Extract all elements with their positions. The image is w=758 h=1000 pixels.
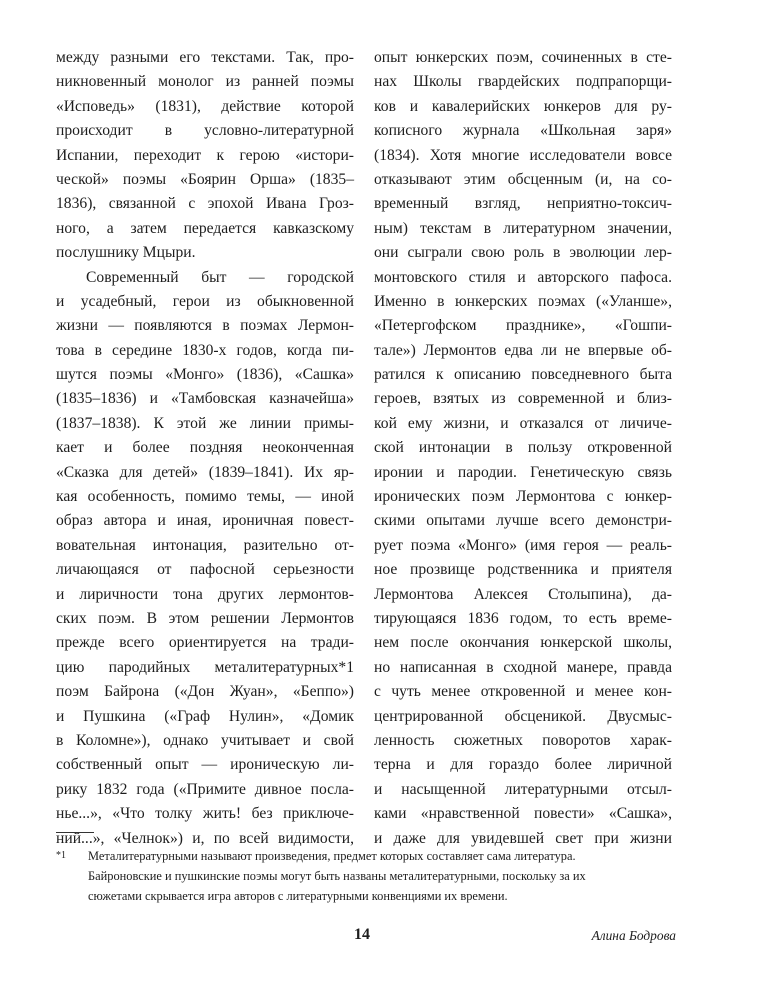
text-line: происходит в условно-литературной — [56, 122, 354, 140]
text-line: ческой» поэмы «Боярин Орша» (1835– — [56, 170, 354, 188]
text-line: ской интонации в пользу откровенной — [374, 439, 672, 457]
text-line: Именно в юнкерских поэмах («Уланше», — [374, 292, 672, 310]
text-line: нье...», «Что толку жить! без приключе- — [56, 805, 354, 823]
text-line: Испании, переходит к герою «истори- — [56, 146, 354, 164]
text-line: ками «нравственной повести» «Сашка», — [374, 805, 672, 823]
footnote-marker: *1 — [56, 850, 66, 861]
text-line: иронии и пародии. Генетическую связь — [374, 463, 672, 481]
text-line: кой ему жизни, и отказался от личиче- — [374, 414, 672, 432]
text-line: вовательная интонация, разительно от- — [56, 536, 354, 554]
text-line: кает и более поздняя неоконченная — [56, 439, 354, 457]
text-line: «Петергофском празднике», «Гошпи- — [374, 317, 672, 335]
page-number: 14 — [354, 926, 370, 943]
text-line: шутся поэмы «Монго» (1836), «Сашка» — [56, 366, 354, 384]
text-line: скими опытами лучше всего демонстри- — [374, 512, 672, 530]
text-line: (1835–1836) и «Тамбовская казначейша» — [56, 390, 354, 408]
right-text-column — [374, 46, 672, 851]
text-line: послушнику Мцыри. — [56, 244, 196, 262]
text-line: тале») Лермонтов едва ли не впервые об- — [374, 341, 672, 359]
text-line: ное прозвище родственника и приятеля — [374, 561, 672, 579]
text-line: «Сказка для детей» (1839–1841). Их яр- — [56, 463, 354, 481]
text-line: цию пародийных металитературных*1 — [56, 658, 354, 676]
text-line: никновенный монолог из ранней поэмы — [56, 73, 354, 91]
text-line: кая особенность, помимо темы, — иной — [56, 488, 354, 506]
text-line: кописного журнала «Школьная заря» — [374, 122, 672, 140]
text-line: отказывают этим обсценным (и, на со- — [374, 170, 672, 188]
text-line: героев, взятых из современной и близ- — [374, 390, 672, 408]
text-line: но написанная в сходной манере, правда — [374, 658, 672, 676]
left-text-column — [56, 46, 354, 851]
footnote-line: Металитературными называют произведения, предмет которых составляет сама литература. — [88, 849, 576, 863]
text-line: и лиричности тона других лермонтов- — [56, 585, 354, 603]
text-line: монтовского стиля и авторского пафоса. — [374, 268, 672, 286]
text-line: ным) текстам в литературном значении, — [374, 219, 672, 237]
text-line: тирующаяся 1836 годом, то есть време- — [374, 609, 672, 627]
footnote-line: сюжетами скрывается игра авторов с литературными конвенциями их времени. — [88, 889, 508, 903]
text-line: «Исповедь» (1831), действие которой — [56, 97, 354, 115]
text-line: они сыграли свою роль в эволюции лер- — [374, 244, 672, 262]
text-line: Современный быт — городской — [86, 268, 354, 286]
text-line: нах Школы гвардейских подпрапорщи- — [374, 73, 672, 91]
footnote-divider — [56, 832, 94, 833]
text-line: в Коломне»), однако учитывает и свой — [56, 731, 354, 749]
text-line: това в середине 1830-х годов, когда пи- — [56, 341, 354, 359]
text-line: прежде всего ориентируется на тради- — [56, 634, 354, 652]
text-line: ленность сюжетных поворотов харак- — [374, 731, 672, 749]
text-line: центрированной обсценикой. Двусмыс- — [374, 707, 672, 725]
text-line: (1834). Хотя многие исследователи вовсе — [374, 146, 672, 164]
text-line: и усадебный, герои из обыкновенной — [56, 292, 354, 310]
text-line: временный взгляд, неприятно-токсич- — [374, 195, 672, 213]
text-line: рику 1832 года («Примите дивное посла- — [56, 780, 354, 798]
text-line: 1836), связанной с эпохой Ивана Гроз- — [56, 195, 354, 213]
text-line: нем после окончания юнкерской школы, — [374, 634, 672, 652]
text-line: поэм Байрона («Дон Жуан», «Беппо») — [56, 683, 354, 701]
text-line: рует поэма «Монго» (имя героя — реаль- — [374, 536, 672, 554]
text-line: опыт юнкерских поэм, сочиненных в сте- — [374, 49, 672, 66]
text-line: и даже для увидевшей свет при жизни — [374, 829, 672, 847]
text-line: жизни — появляются в поэмах Лермон- — [56, 317, 354, 335]
running-footer-author: Алина Бодрова — [591, 928, 676, 943]
text-line: Лермонтова Алексея Столыпина), да- — [374, 585, 672, 603]
footnote-text — [88, 846, 678, 906]
text-line: между разными его текстами. Так, про- — [56, 49, 354, 66]
text-line: и Пушкина («Граф Нулин», «Домик — [56, 707, 354, 725]
text-line: ских поэм. В этом решении Лермонтов — [56, 609, 354, 627]
text-line: терна и для гораздо более лиричной — [374, 756, 672, 774]
text-line: образ автора и иная, ироничная повест- — [56, 512, 354, 530]
text-line: (1837–1838). К этой же линии примы- — [56, 414, 354, 432]
text-line: собственный опыт — ироническую ли- — [56, 756, 354, 774]
text-line: иронических поэм Лермонтова с юнкер- — [374, 488, 672, 506]
text-line: личающаяся от пафосной серьезности — [56, 561, 354, 579]
text-line: ков и кавалерийских юнкеров для ру- — [374, 97, 672, 115]
text-line: ратился к описанию повседневного быта — [374, 366, 672, 384]
text-line: ного, а затем передается кавказскому — [56, 219, 354, 237]
footnote-line: Байроновские и пушкинские поэмы могут быть названы металитературными, поскольку за их — [88, 869, 586, 883]
text-line: и насыщенной литературными отсыл- — [374, 780, 672, 798]
text-line: ний...», «Челнок») и, по всей видимости, — [56, 829, 354, 847]
text-line: с чуть менее откровенной и менее кон- — [374, 683, 672, 701]
